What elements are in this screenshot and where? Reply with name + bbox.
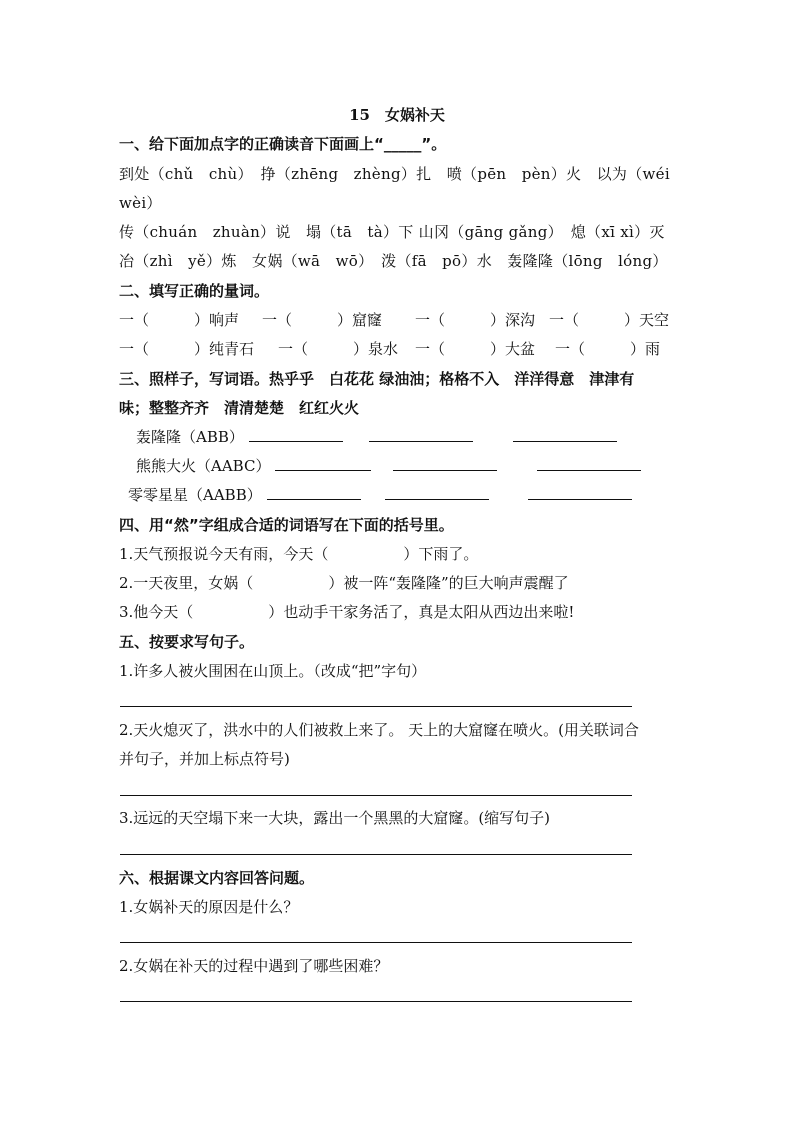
section6-heading: 六、根据课文内容回答问题。 [119, 869, 315, 887]
answer-blank[interactable] [528, 485, 632, 500]
answer-blank[interactable] [369, 427, 473, 442]
measure-word-item: 一（ ）大盆 [415, 340, 536, 358]
measure-word-item: 一（ ）天空 [549, 311, 670, 329]
answer-blank[interactable] [267, 485, 361, 500]
measure-word-item: 一（ ）泉水 [278, 340, 399, 358]
section3-heading-cont: 味；整整齐齐 清清楚楚 红红火火 [119, 399, 360, 417]
question-text: 1.许多人被火围困在山顶上。（改成“把”字句） [119, 662, 427, 680]
section5-heading: 五、按要求写句子。 [119, 633, 255, 651]
question-text: 1.女娲补天的原因是什么？ [119, 898, 299, 916]
question-text: 1.天气预报说今天有雨，今天（ ）下雨了。 [119, 545, 479, 563]
question-text: 2.女娲在补天的过程中遇到了哪些困难？ [119, 957, 389, 975]
question-text: 并句子，并加上标点符号) [119, 750, 290, 768]
answer-line[interactable] [120, 942, 632, 943]
answer-line[interactable] [120, 1001, 632, 1002]
question-text: 2.天火熄灭了，洪水中的人们被救上来了。 天上的大窟窿在喷火。(用关联词合 [119, 721, 639, 739]
section1-row1: 到处（chǔ chù） 挣（zhēng zhèng）扎 喷（pēn pèn）火 以为（wéi [119, 165, 670, 183]
question-text: 3.远远的天空塌下来一大块，露出一个黑黑的大窟窿。(缩写句子) [119, 809, 551, 827]
question-text: 3.他今天（ ）也动手干家务活了，真是太阳从西边出来啦! [119, 603, 575, 621]
answer-line[interactable] [120, 795, 632, 796]
answer-blank[interactable] [537, 456, 641, 471]
measure-word-item: 一（ ）深沟 [415, 311, 536, 329]
measure-word-item: 一（ ）纯青石 [119, 340, 255, 358]
word-pattern-label: 熊熊大火（AABC） [136, 457, 271, 475]
word-pattern-row [136, 427, 343, 447]
word-pattern-row [128, 485, 361, 505]
section2-heading: 二、填写正确的量词。 [119, 282, 270, 300]
answer-blank[interactable] [513, 427, 617, 442]
section1-row1b: wèi） [119, 194, 162, 212]
measure-word-item: 一（ ）窟窿 [262, 311, 383, 329]
answer-line[interactable] [120, 854, 632, 855]
section3-heading: 三、照样子，写词语。热乎乎 白花花 绿油油；格格不入 洋洋得意 津津有 [119, 370, 635, 388]
word-pattern-label: 零零星星（AABB） [128, 486, 262, 504]
answer-blank[interactable] [275, 456, 371, 471]
section4-heading: 四、用“然”字组成合适的词语写在下面的括号里。 [119, 516, 454, 534]
word-pattern-label: 轰隆隆（ABB） [136, 428, 244, 446]
page-title: 15 女娲补天 [349, 106, 445, 124]
answer-line[interactable] [120, 706, 632, 707]
answer-blank[interactable] [393, 456, 497, 471]
section1-heading: 一、给下面加点字的正确读音下面画上“_____”。 [119, 135, 447, 153]
answer-blank[interactable] [249, 427, 343, 442]
measure-word-item: 一（ ）雨 [555, 340, 661, 358]
section1-row2: 传（chuán zhuàn）说 塌（tā tà）下 山冈（gāng gǎng） 熄（xī xì）灭 [119, 223, 665, 241]
section1-row3: 冶（zhì yě）炼 女娲（wā wō） 泼（fā pō）水 轰隆隆（lōng lóng） [119, 252, 668, 270]
measure-word-item: 一（ ）响声 [119, 311, 240, 329]
question-text: 2.一天夜里，女娲（ ）被一阵“轰隆隆”的巨大响声震醒了 [119, 574, 569, 592]
answer-blank[interactable] [385, 485, 489, 500]
word-pattern-row [136, 456, 371, 476]
